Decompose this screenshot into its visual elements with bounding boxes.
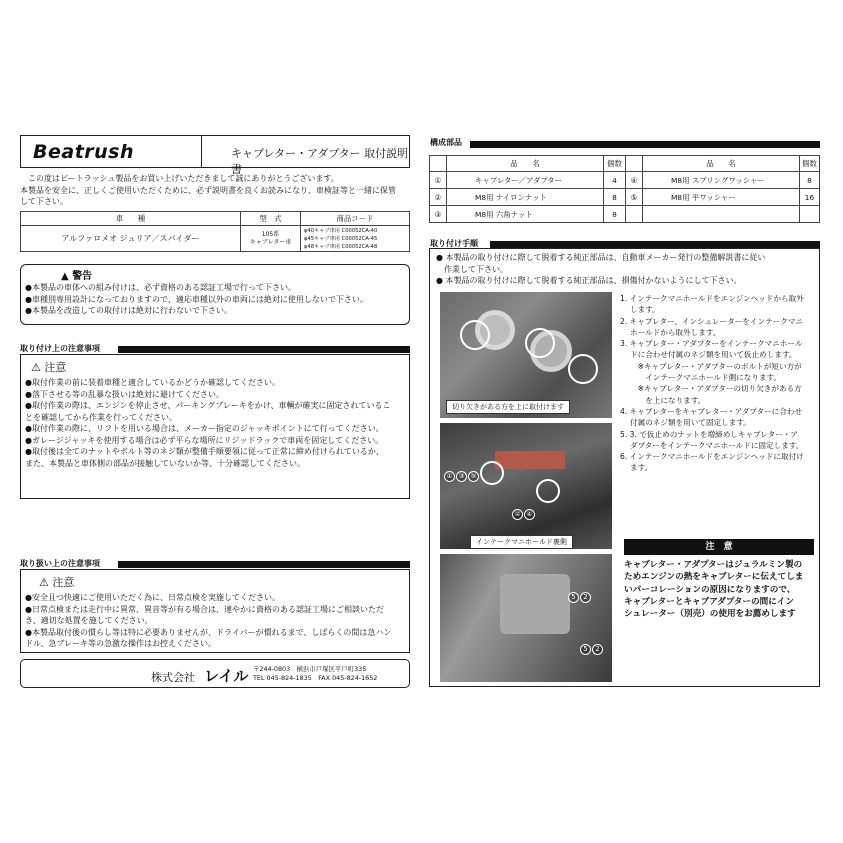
company-zip: 〒244-0803 横浜市戸塚区平戸町335: [253, 665, 367, 673]
note-line: シュレーター（別売）の使用をお薦めします: [624, 609, 796, 620]
parts-qty-col: 個数: [800, 156, 820, 172]
part-qty: 8: [604, 189, 626, 206]
product-code: φ40キャブ車用 C00052CA-40: [304, 227, 378, 234]
section-bar: [470, 141, 820, 148]
caution-item: ●取付後は全てのナットやボルト等のネジ類が整備手順要領に従って正常に締め付けられているか、: [25, 447, 384, 456]
code-cell: [301, 226, 410, 252]
carburetor-shape: [500, 574, 570, 634]
callout-number: 5: [568, 592, 579, 603]
highlight-circle: [525, 328, 555, 358]
install-caution-box: [20, 354, 410, 499]
note-title: 注 意: [705, 542, 733, 552]
product-code: φ48キャブ車用 C00052CA-48: [304, 243, 378, 250]
note-line: キャブレター・アダプターはジュラルミン製の: [624, 560, 803, 570]
part-qty: 8: [800, 172, 820, 189]
company-name-row: [151, 665, 248, 686]
intro-line: この度はビートラッシュ製品をお買い上げいただきまして誠にありがとうございます。: [28, 174, 339, 183]
photo-manifold-underside: [440, 423, 612, 549]
caution-item: ●本製品取付後の慣らし等は特に必要ありませんが、ドライバーが慣れるまで、しばらくの間は急ハン: [25, 627, 392, 637]
parts-name-col: 品 名: [643, 156, 800, 172]
part-name: M8用 平ワッシャー: [643, 189, 800, 206]
step-line: ます。: [620, 463, 653, 473]
photo-carburetor-installed: [440, 554, 612, 682]
step-line: を上になります。: [620, 395, 706, 405]
section-bar: [118, 346, 410, 353]
model-line: 105系: [261, 230, 280, 238]
callout-number: ④: [524, 509, 535, 520]
part-name: [643, 206, 800, 223]
procedure-note: ● 本製品の取り付けに際して脱着する純正部品は、損傷付かないようにして下さい。: [436, 276, 742, 285]
caution-item: ●落下させる等の乱暴な扱いは絶対に避けてください。: [25, 389, 224, 399]
warning-title: 警告: [72, 271, 93, 282]
warning-item: ●車種別専用設計になっておりますので、適応車種以外の車両には絶対に使用しないで下さい。: [25, 294, 368, 304]
note-line: キャブレターとキャブアダプターの間にイン: [624, 596, 794, 607]
callout-number: ⑤: [468, 471, 479, 482]
note-text: [624, 559, 819, 620]
company-box: [20, 659, 410, 688]
section-bar: [490, 241, 820, 248]
parts-name-col: 品 名: [447, 156, 604, 172]
table-row: [430, 206, 820, 223]
step-line: 付属のネジ類を用いて固定します。: [620, 418, 751, 428]
caution-item: ●安全且つ快適にご使用いただく為に、日常点検を実施してください。: [25, 593, 280, 602]
step-line: ダプターをインテークマニホールドに固定します。: [620, 440, 804, 450]
company-name: レイル: [204, 667, 249, 685]
photo-caption: 切り欠きがある方を上に取付けます: [446, 400, 570, 414]
step-line: 6. インテークマニホールドをエンジンヘッドに取付け: [620, 452, 804, 462]
warning-list: [25, 282, 368, 317]
procedure-box: [429, 248, 820, 687]
caution-item: ●取付作業の前に装着車種と適合しているかどうか確認してください。: [25, 378, 280, 387]
caution-item: き、適切な処置を施してください。: [25, 616, 153, 625]
intro-line: して下さい。: [20, 197, 68, 206]
callout-number: ①: [444, 471, 455, 482]
caution-triangle-icon: ⚠: [31, 361, 41, 374]
note-line: いパーコレーションの原因になりますので、: [624, 584, 796, 595]
part-name: M8用 スプリングワッシャー: [643, 172, 800, 189]
model-col-header: 型 式: [241, 212, 301, 226]
warning-item: ●本製品を改造しての取付けは絶対に行わないで下さい。: [25, 306, 232, 315]
handling-caution-list: [25, 592, 410, 650]
code-col-header: 商品コード: [301, 212, 410, 226]
page-title: キャブレター・アダプター 取付説明書: [231, 147, 409, 176]
caution-item: ●取付作業の際に、リフトを用いる場合は、メーカー指定のジャッキポイントにて行ってください。: [25, 424, 384, 433]
product-code: φ45キャブ車用 C00052CA-45: [304, 235, 378, 242]
parts-no-col: [430, 156, 447, 172]
step-line: します。: [620, 305, 660, 315]
part-qty: 4: [604, 172, 626, 189]
model-cell: [241, 226, 301, 252]
step-line: 3. キャブレター・アダプターをインテークマニホール: [620, 339, 803, 349]
step-line: ドに合わせ付属のネジ類を用いて仮止めします。: [620, 350, 797, 360]
procedure-notes: [436, 252, 816, 287]
part-qty: [800, 206, 820, 223]
step-line: 5. 3. で仮止めのナットを増締めしキャブレター・ア: [620, 429, 799, 439]
procedure-steps: [620, 293, 820, 474]
table-row: [430, 172, 820, 189]
part-number: ⑤: [626, 189, 643, 206]
install-caution-heading: 取り付け上の注意事項: [20, 344, 100, 353]
procedure-note: 作業して下さい。: [436, 264, 508, 274]
caution-item: また、本製品と車体側の部品が接触していないか等、十分確認してください。: [25, 458, 305, 468]
part-number: [626, 206, 643, 223]
gasket-shape: [495, 451, 565, 469]
header-box: [20, 135, 410, 176]
table-row: [430, 189, 820, 206]
highlight-circle: [460, 320, 490, 350]
step-line: ※キャブレター・アダプターのボルトが短い方が: [620, 361, 802, 371]
part-qty: 16: [800, 189, 820, 206]
part-qty: 8: [604, 206, 626, 223]
step-line: 4. キャブレターをキャブレター・アダプターに合わせ: [620, 406, 803, 416]
highlight-circle: [536, 479, 560, 503]
header-divider: [201, 136, 202, 167]
callout-number: 5: [580, 644, 591, 655]
caution-item: ●ガレージジャッキを使用する場合は必ず平らな場所にリジッドラックで車両を固定してください。: [25, 435, 384, 445]
parts-qty-col: 個数: [604, 156, 626, 172]
part-number: ③: [430, 206, 447, 223]
highlight-circle: [568, 354, 598, 384]
company-prefix: 株式会社: [151, 671, 195, 684]
intro-line: 本製品を安全に、正しくご使用いただくために、必ず説明書を良くお読みになり、車検証等と一緒に保管: [20, 185, 396, 195]
caution-item: とを確認してから作業を行ってください。: [25, 412, 177, 422]
callout-number: 2: [580, 592, 591, 603]
warning-item: ●本製品の車体への組み付けは、必ず資格のある認証工場で行って下さい。: [25, 283, 296, 292]
part-name: キャブレター／アダプター: [447, 172, 604, 189]
caution-item: ●日常点検または走行中に異常、異音等が有る場合は、速やかに資格のある認証工場にご相談いただ: [25, 604, 384, 614]
note-line: ためエンジンの熱をキャブレターに伝えてしま: [624, 572, 804, 583]
warning-box: [20, 264, 410, 325]
step-line: 2. キャブレター、インシュレーターをインテークマニ: [620, 316, 804, 326]
parts-no-col: [626, 156, 643, 172]
caution-item: ドル、急ブレーキ等の急激な操作はお控えください。: [25, 639, 217, 648]
step-line: ホールドから取外します。: [620, 327, 721, 337]
handling-caution-heading: 取り扱い上の注意事項: [20, 559, 100, 568]
part-number: ②: [430, 189, 447, 206]
caution-title-row: [31, 359, 66, 375]
caution-item: ●取付作業の際は、エンジンを停止させ、パーキングブレーキをかけ、車輌が確実に固定されているこ: [25, 401, 391, 410]
step-line: インテークマニホールド側になります。: [620, 373, 782, 383]
company-tel: TEL 045-824-1835 FAX 045-824-1652: [253, 674, 378, 682]
parts-heading: 構成部品: [430, 138, 462, 147]
part-name: M8用 六角ナット: [447, 206, 604, 223]
step-line: ※キャブレター・アダプターの切り欠きがある方: [620, 384, 802, 394]
model-line: キャブレター車: [249, 238, 292, 246]
photo-caption: インテークマニホールド裏側: [470, 535, 573, 549]
caution-title: 注意: [52, 576, 75, 589]
section-bar: [118, 561, 410, 568]
vehicle-col-header: 車 種: [21, 212, 241, 226]
callout-number: 2: [592, 644, 603, 655]
brand-logo: Beatrush: [33, 141, 135, 163]
procedure-heading: 取り付け手順: [430, 239, 478, 248]
install-caution-list: [25, 377, 410, 469]
photo-adapter-on-manifold: [440, 292, 612, 418]
handling-caution-box: [20, 569, 410, 653]
callout-number: ②: [512, 509, 523, 520]
company-address: [253, 665, 377, 683]
warning-triangle-icon: ▲: [61, 271, 69, 282]
parts-table: [429, 155, 820, 223]
part-number: ①: [430, 172, 447, 189]
part-name: M8用 ナイロンナット: [447, 189, 604, 206]
procedure-note: ● 本製品の取り付けに際して脱着する純正部品は、自動車メーカー発行の整備解説書に従い: [436, 253, 766, 262]
intro-text: [20, 173, 415, 208]
warning-title-row: [61, 267, 92, 282]
caution-title-row: [39, 574, 74, 590]
caution-triangle-icon: ⚠: [39, 576, 49, 589]
part-number: ④: [626, 172, 643, 189]
callout-number: ③: [456, 471, 467, 482]
vehicle-table: [20, 211, 410, 252]
caution-title: 注意: [44, 361, 67, 374]
highlight-circle: [480, 461, 504, 485]
vehicle-name: アルファロメオ ジュリア／スパイダー: [21, 226, 241, 252]
step-line: 1. インテークマニホールドをエンジンヘッドから取外: [620, 294, 804, 303]
note-title-bar: [624, 539, 814, 555]
